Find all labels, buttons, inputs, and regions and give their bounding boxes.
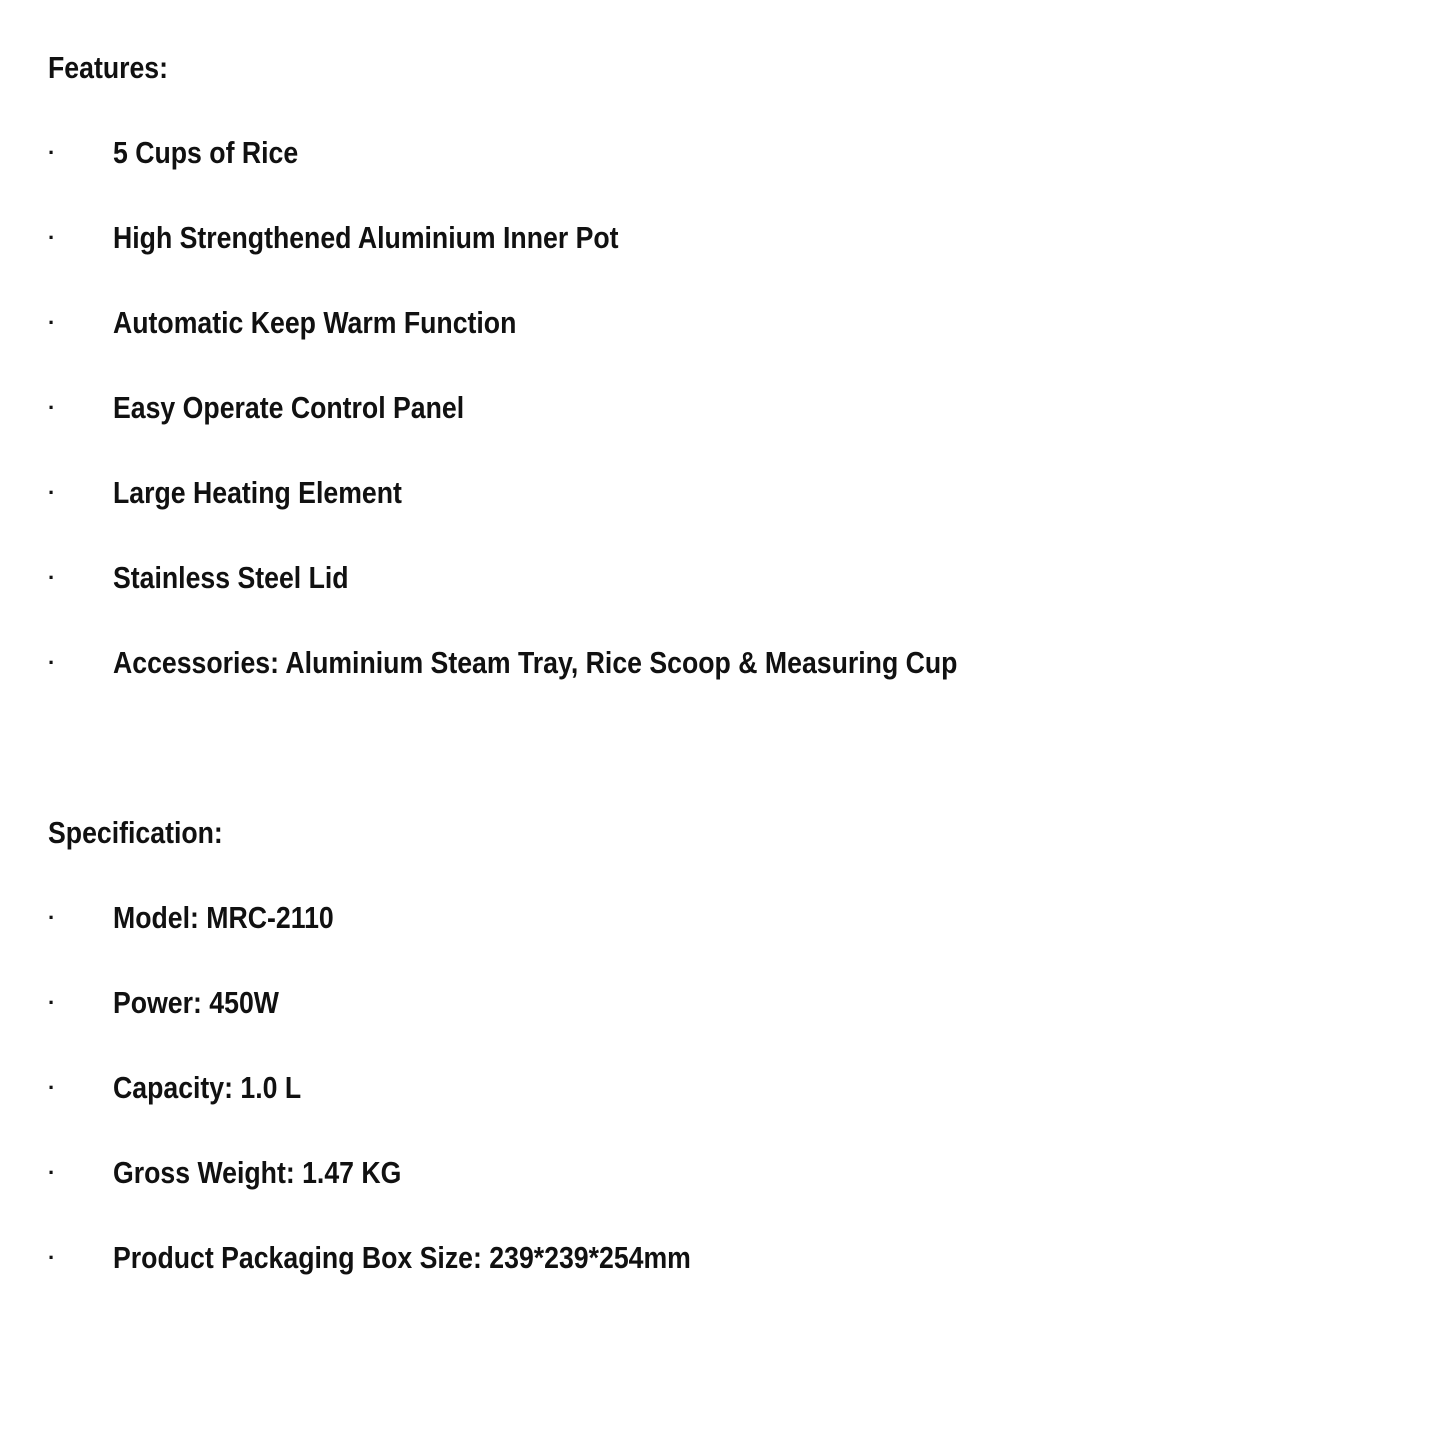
- spec-text: Capacity: 1.0 L: [113, 1070, 302, 1105]
- list-item: [48, 218, 1348, 258]
- bullet-icon: ·: [48, 140, 56, 165]
- feature-text: 5 Cups of Rice: [113, 135, 299, 170]
- bullet-icon: ·: [48, 225, 56, 250]
- feature-text: High Strengthened Aluminium Inner Pot: [113, 220, 619, 255]
- feature-text: Stainless Steel Lid: [113, 560, 349, 595]
- feature-text: Easy Operate Control Panel: [113, 390, 465, 425]
- list-item: [48, 643, 1348, 683]
- bullet-icon: ·: [48, 395, 56, 420]
- feature-text: Accessories: Aluminium Steam Tray, Rice Scoop & Measuring Cup: [113, 645, 958, 680]
- list-item: [48, 558, 1348, 598]
- list-item: [48, 1068, 1348, 1108]
- list-item: [48, 133, 1348, 173]
- list-item: [48, 1238, 1348, 1278]
- bullet-icon: ·: [48, 990, 56, 1015]
- bullet-icon: ·: [48, 310, 56, 335]
- feature-text: Automatic Keep Warm Function: [113, 305, 517, 340]
- bullet-icon: ·: [48, 1160, 56, 1185]
- bullet-icon: ·: [48, 565, 56, 590]
- spec-text: Gross Weight: 1.47 KG: [113, 1155, 402, 1190]
- list-item: [48, 898, 1348, 938]
- bullet-icon: ·: [48, 650, 56, 675]
- bullet-icon: ·: [48, 1075, 56, 1100]
- bullet-icon: ·: [48, 480, 56, 505]
- list-item: [48, 388, 1348, 428]
- list-item: [48, 303, 1348, 343]
- list-item: [48, 1153, 1348, 1193]
- specification-heading: Specification:: [48, 815, 223, 850]
- list-item: [48, 983, 1348, 1023]
- spec-text: Power: 450W: [113, 985, 279, 1020]
- features-heading: Features:: [48, 50, 169, 85]
- bullet-icon: ·: [48, 905, 56, 930]
- list-item: [48, 473, 1348, 513]
- feature-text: Large Heating Element: [113, 475, 402, 510]
- spec-text: Model: MRC-2110: [113, 900, 334, 935]
- bullet-icon: ·: [48, 1245, 56, 1270]
- spec-text: Product Packaging Box Size: 239*239*254mm: [113, 1240, 691, 1275]
